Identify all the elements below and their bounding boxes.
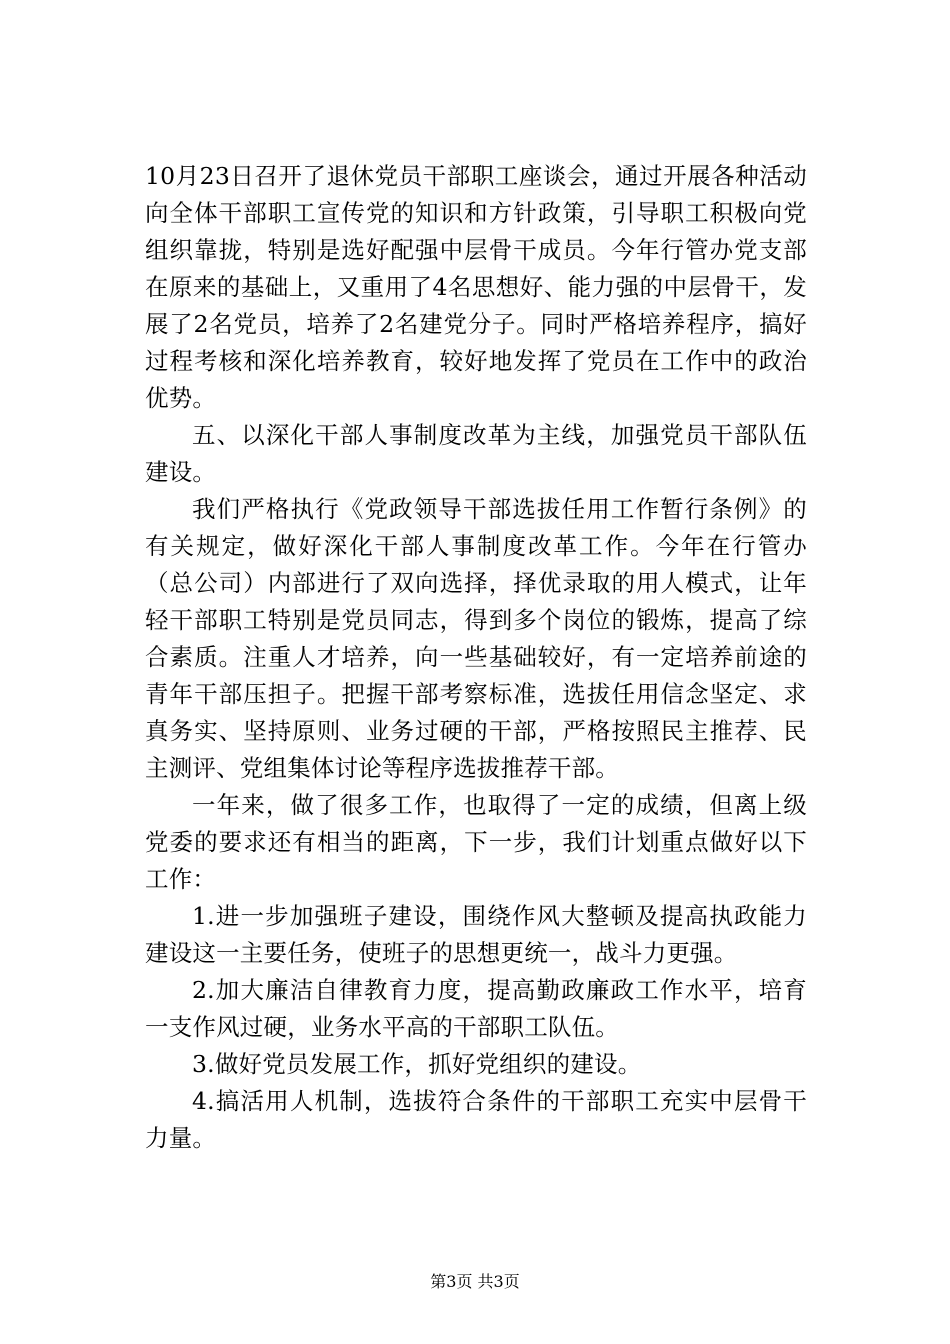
plan-item-2: 2.加大廉洁自律教育力度，提高勤政廉政工作水平，培育一支作风过硬，业务水平高的干部职工队伍。 (145, 976, 807, 1041)
plan-item-3: 3.做好党员发展工作，抓好党组织的建设。 (192, 1050, 642, 1078)
section-heading-5: 五、以深化干部人事制度改革为主线，加强党员干部队伍建设。 (145, 421, 807, 486)
paragraph-3: 一年来，做了很多工作，也取得了一定的成绩，但离上级党委的要求还有相当的距离，下一步，我们计划重点做好以下工作： (145, 791, 807, 893)
paragraph-2: 我们严格执行《党政领导干部选拔任用工作暂行条例》的有关规定，做好深化干部人事制度改革工作。今年在行管办（总公司）内部进行了双向选择，择优录取的用人模式，让年轻干部职工特别是党员同志，得到多个岗位的锻炼，提高了综合素质。注重人才培养，向一些基础较好，有一定培养前途的青年干部压担子。把握干部考察标准，选拔任用信念坚定、求真务实、坚持原则、业务过硬的干部，严格按照民主推荐、民主测评、党组集体讨论等程序选拔推荐干部。 (145, 495, 807, 782)
plan-item-1: 1.进一步加强班子建设，围绕作风大整顿及提高执政能力建设这一主要任务，使班子的思想更统一，战斗力更强。 (145, 902, 807, 967)
document-body (145, 158, 807, 1157)
plan-item-4: 4.搞活用人机制，选拔符合条件的干部职工充实中层骨干力量。 (145, 1087, 807, 1152)
paragraph-1: 10月23日召开了退休党员干部职工座谈会，通过开展各种活动向全体干部职工宣传党的知识和方针政策，引导职工积极向党组织靠拢，特别是选好配强中层骨干成员。今年行管办党支部在原来的基础上，又重用了4名思想好、能力强的中层骨干，发展了2名党员，培养了2名建党分子。同时严格培养程序，搞好过程考核和深化培养教育，较好地发挥了党员在工作中的政治优势。 (145, 162, 807, 412)
page-number-footer: 第3页 共3页 (430, 1272, 520, 1291)
